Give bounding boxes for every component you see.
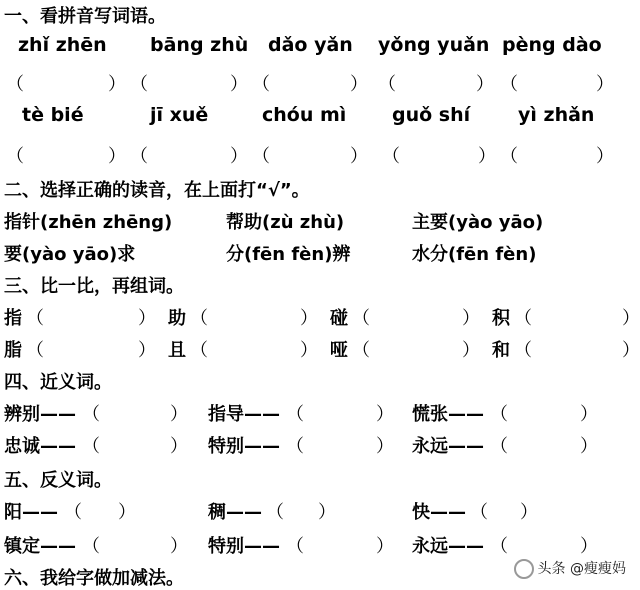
answer-blank-close: ） bbox=[462, 340, 480, 361]
answer-blank-close: ） bbox=[118, 502, 136, 523]
answer-blank-close: ） bbox=[230, 146, 248, 167]
answer-blank-open: （ bbox=[286, 536, 304, 557]
answer-blank-close: ） bbox=[580, 536, 598, 557]
answer-blank-close: ） bbox=[462, 308, 480, 329]
synonym-item: 辨别—— bbox=[4, 404, 76, 425]
answer-blank-open: （ bbox=[378, 74, 396, 95]
antonym-item: 稠—— bbox=[208, 502, 262, 523]
compare-char: 指 bbox=[4, 308, 22, 329]
reading-item-4: 要(yào yāo)求 bbox=[4, 244, 136, 265]
synonym-item: 指导—— bbox=[208, 404, 280, 425]
answer-blank-close: ） bbox=[520, 502, 538, 523]
section-6-title: 六、我给字做加减法。 bbox=[4, 568, 184, 589]
compare-char: 积 bbox=[492, 308, 510, 329]
answer-blank-close: ） bbox=[596, 74, 614, 95]
pinyin-10: yì zhǎn bbox=[518, 104, 595, 126]
answer-blank-open: （ bbox=[490, 436, 508, 457]
answer-blank-close: ） bbox=[596, 146, 614, 167]
answer-blank-close: ） bbox=[300, 308, 318, 329]
answer-blank-close: ） bbox=[622, 340, 640, 361]
section-4-title: 四、近义词。 bbox=[4, 372, 112, 393]
compare-char: 哑 bbox=[330, 340, 348, 361]
answer-blank-open: （ bbox=[490, 536, 508, 557]
reading-item-6: 水分(fēn fèn) bbox=[412, 244, 537, 265]
compare-char: 碰 bbox=[330, 308, 348, 329]
answer-blank-open: （ bbox=[470, 502, 488, 523]
answer-blank-open: （ bbox=[130, 74, 148, 95]
answer-blank-open: （ bbox=[252, 74, 270, 95]
answer-blank-open: （ bbox=[514, 308, 532, 329]
answer-blank-close: ） bbox=[170, 404, 188, 425]
answer-blank-open: （ bbox=[352, 340, 370, 361]
answer-blank-open: （ bbox=[82, 436, 100, 457]
answer-blank-open: （ bbox=[64, 502, 82, 523]
answer-blank-close: ） bbox=[376, 404, 394, 425]
antonym-item: 快—— bbox=[412, 502, 466, 523]
answer-blank-close: ） bbox=[230, 74, 248, 95]
answer-blank-close: ） bbox=[350, 146, 368, 167]
antonym-item: 永远—— bbox=[412, 536, 484, 557]
answer-blank-open: （ bbox=[6, 74, 24, 95]
answer-blank-open: （ bbox=[6, 146, 24, 167]
watermark-text: 头条 @瘦瘦妈 bbox=[537, 561, 626, 577]
answer-blank-close: ） bbox=[138, 340, 156, 361]
section-3-title: 三、比一比，再组词。 bbox=[4, 276, 184, 297]
answer-blank-open: （ bbox=[500, 74, 518, 95]
answer-blank-close: ） bbox=[318, 502, 336, 523]
synonym-item: 特别—— bbox=[208, 436, 280, 457]
answer-blank-open: （ bbox=[286, 404, 304, 425]
answer-blank-open: （ bbox=[266, 502, 284, 523]
compare-char: 且 bbox=[168, 340, 186, 361]
answer-blank-open: （ bbox=[352, 308, 370, 329]
pinyin-8: chóu mì bbox=[262, 104, 347, 126]
answer-blank-open: （ bbox=[26, 308, 44, 329]
watermark-logo-icon bbox=[514, 559, 534, 579]
answer-blank-close: ） bbox=[478, 146, 496, 167]
section-5-title: 五、反义词。 bbox=[4, 470, 112, 491]
reading-item-3: 主要(yào yāo) bbox=[412, 212, 544, 233]
answer-blank-close: ） bbox=[108, 146, 126, 167]
answer-blank-open: （ bbox=[382, 146, 400, 167]
answer-blank-close: ） bbox=[170, 436, 188, 457]
synonym-item: 慌张—— bbox=[412, 404, 484, 425]
pinyin-4: yǒng yuǎn bbox=[378, 34, 490, 56]
answer-blank-close: ） bbox=[622, 308, 640, 329]
compare-char: 和 bbox=[492, 340, 510, 361]
answer-blank-open: （ bbox=[190, 340, 208, 361]
pinyin-6: tè bié bbox=[22, 104, 84, 126]
compare-char: 脂 bbox=[4, 340, 22, 361]
pinyin-2: bāng zhù bbox=[150, 34, 249, 56]
compare-char: 助 bbox=[168, 308, 186, 329]
reading-item-1: 指针(zhēn zhēng) bbox=[4, 212, 173, 233]
answer-blank-close: ） bbox=[108, 74, 126, 95]
pinyin-3: dǎo yǎn bbox=[268, 34, 353, 56]
watermark bbox=[514, 558, 626, 579]
answer-blank-open: （ bbox=[130, 146, 148, 167]
answer-blank-open: （ bbox=[82, 536, 100, 557]
answer-blank-close: ） bbox=[300, 340, 318, 361]
pinyin-7: jī xuě bbox=[150, 104, 209, 126]
pinyin-9: guǒ shí bbox=[392, 104, 471, 126]
answer-blank-open: （ bbox=[190, 308, 208, 329]
reading-item-5: 分(fēn fèn)辨 bbox=[226, 244, 351, 265]
answer-blank-close: ） bbox=[138, 308, 156, 329]
reading-item-2: 帮助(zù zhù) bbox=[226, 212, 345, 233]
answer-blank-close: ） bbox=[376, 436, 394, 457]
answer-blank-open: （ bbox=[514, 340, 532, 361]
answer-blank-open: （ bbox=[252, 146, 270, 167]
answer-blank-close: ） bbox=[350, 74, 368, 95]
answer-blank-close: ） bbox=[580, 404, 598, 425]
answer-blank-close: ） bbox=[376, 536, 394, 557]
antonym-item: 阳—— bbox=[4, 502, 58, 523]
answer-blank-close: ） bbox=[170, 536, 188, 557]
synonym-item: 永远—— bbox=[412, 436, 484, 457]
antonym-item: 特别—— bbox=[208, 536, 280, 557]
pinyin-5: pèng dào bbox=[502, 34, 602, 56]
answer-blank-open: （ bbox=[26, 340, 44, 361]
answer-blank-open: （ bbox=[82, 404, 100, 425]
answer-blank-close: ） bbox=[580, 436, 598, 457]
answer-blank-close: ） bbox=[476, 74, 494, 95]
answer-blank-open: （ bbox=[286, 436, 304, 457]
answer-blank-open: （ bbox=[490, 404, 508, 425]
pinyin-1: zhǐ zhēn bbox=[18, 34, 107, 56]
section-2-title: 二、选择正确的读音，在上面打“√”。 bbox=[4, 180, 310, 201]
antonym-item: 镇定—— bbox=[4, 536, 76, 557]
synonym-item: 忠诚—— bbox=[4, 436, 76, 457]
answer-blank-open: （ bbox=[500, 146, 518, 167]
section-1-title: 一、看拼音写词语。 bbox=[4, 6, 166, 27]
